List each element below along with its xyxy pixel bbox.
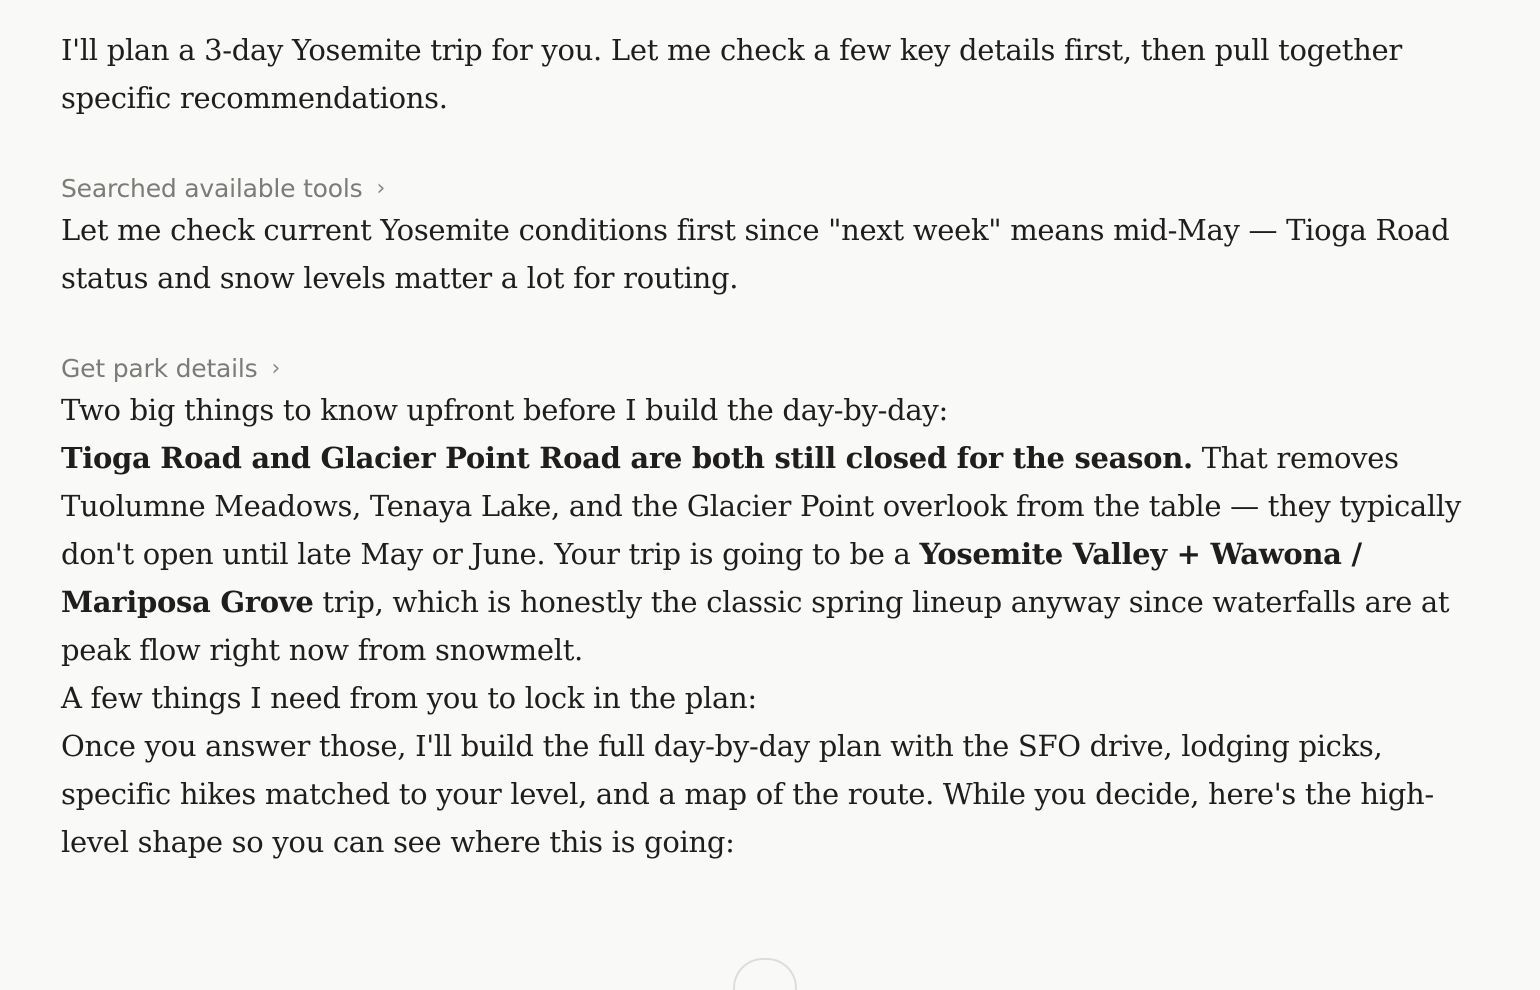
tool-call-label: Get park details: [61, 354, 258, 383]
valley-wawona-bold-text: Yosemite Valley + Wawona / Mariposa Grove: [61, 537, 1362, 619]
tool-call-park-details[interactable]: [61, 352, 280, 386]
need-from-you-text: A few things I need from you to lock in the plan:: [61, 681, 757, 715]
once-answer-text: Once you answer those, I'll build the full day-by-day plan with the SFO drive, lodging picks, specific hikes matched to your level, and a map of the route. While you decide, here's the high-level shape so you can see where this is going:: [61, 729, 1434, 859]
tool-call-label: Searched available tools: [61, 174, 363, 203]
closure-paragraph: [61, 434, 1461, 674]
conditions-text: Let me check current Yosemite conditions first since "next week" means mid-May — Tioga Road status and snow levels matter a lot for routing.: [61, 213, 1450, 295]
chevron-right-icon: ›: [376, 176, 386, 201]
closure-text-1: That removes Tuolumne Meadows, Tenaya Lake, and the Glacier Point overlook from the table — they typically don't open until late May or June. Your trip is going to be a: [61, 441, 1461, 571]
loading-spinner-icon: [733, 958, 797, 990]
two-things-text: Two big things to know upfront before I build the day-by-day:: [61, 393, 948, 427]
assistant-message: [61, 26, 1461, 866]
intro-text: I'll plan a 3-day Yosemite trip for you. Let me check a few key details first, then pull together specific recommendations.: [61, 33, 1402, 115]
tool-call-searched-tools[interactable]: [61, 172, 385, 206]
chevron-right-icon: ›: [271, 356, 281, 381]
closure-bold-text: Tioga Road and Glacier Point Road are both still closed for the season.: [61, 441, 1193, 475]
closure-text-2: trip, which is honestly the classic spring lineup anyway since waterfalls are at peak flow right now from snowmelt.: [61, 585, 1450, 667]
